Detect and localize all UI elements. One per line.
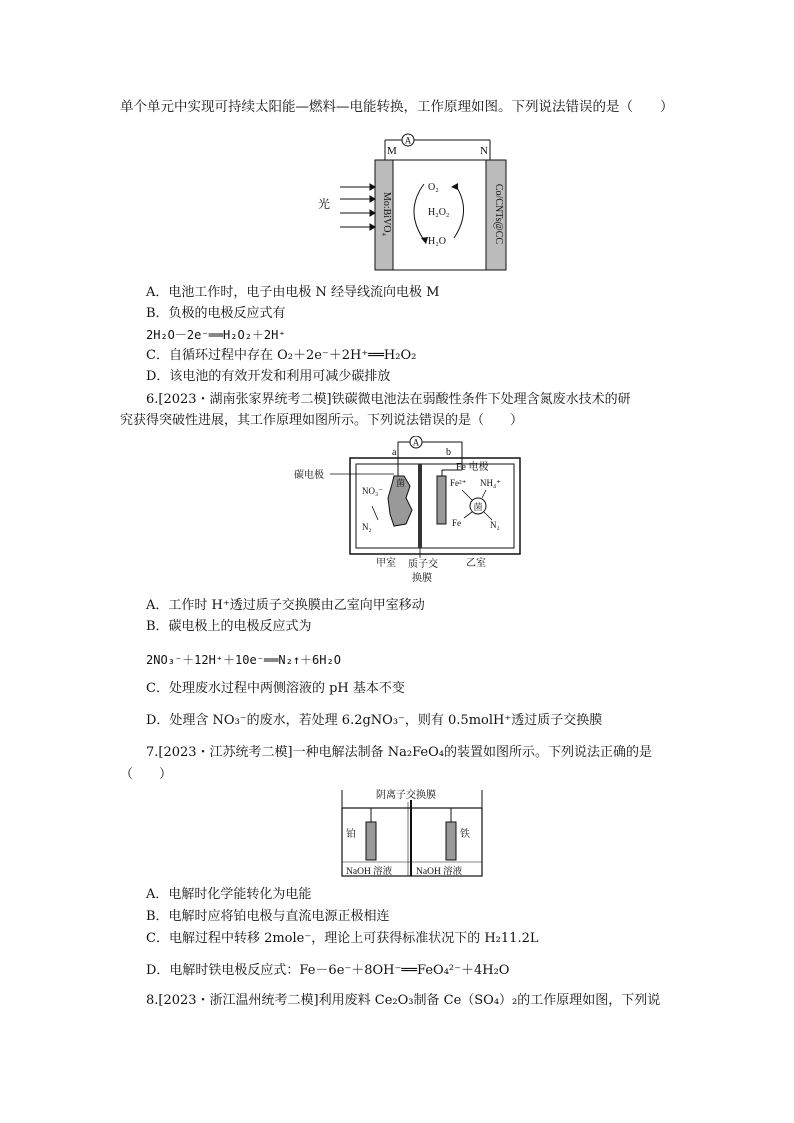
q5-option-b: B．负极的电极反应式有	[146, 306, 286, 321]
n2-right-label: N₂	[490, 520, 500, 530]
q7-option-d: D．电解时铁电极反应式：Fe－6e⁻＋8OH⁻══FeO₄²⁻＋4H₂O	[146, 963, 510, 978]
light-arrows	[340, 184, 375, 230]
q7-stem-line1: 7.[2023・江苏统考二模]一种电解法制备 Na₂FeO₄的装置如图所示。下列说法正确的是	[146, 745, 652, 760]
species-h2o: H₂O	[428, 236, 446, 247]
fe2-label: Fe²⁺	[450, 478, 467, 488]
electrolysis-cell-figure	[336, 786, 486, 880]
q7-option-c: C．电解过程中转移 2mole⁻，理论上可获得标准状况下的 H₂11.2L	[146, 931, 539, 946]
membrane-label: 阴离子交换膜	[376, 790, 436, 801]
right-electrode-label: Co/CNTs@CC	[493, 183, 504, 245]
terminal-m: M	[387, 145, 397, 157]
room-a-label: 甲室	[376, 558, 396, 569]
q7-option-a: A．电解时化学能转化为电能	[146, 887, 312, 902]
pt-electrode	[366, 822, 376, 860]
label-a: a	[392, 447, 397, 458]
q8-stem-line1: 8.[2023・浙江温州统考二模]利用废料 Ce₂O₃制备 Ce（SO₄）₂的工作原理如图，下列说	[146, 993, 661, 1008]
q6-option-b: B．碳电极上的电极反应式为	[146, 619, 312, 634]
ammeter-label: A	[412, 437, 420, 448]
fe-label: Fe	[452, 518, 461, 528]
label-b: b	[446, 447, 451, 458]
q6-option-a: A．工作时 H⁺透过质子交换膜由乙室向甲室移动	[146, 598, 425, 613]
q5-option-d: D．该电池的有效开发和利用可减少碳排放	[146, 369, 391, 384]
photo-electrolysis-cell-figure	[300, 126, 520, 274]
q5-option-a: A．电池工作时，电子由电极 N 经导线流向电极 M	[146, 285, 440, 300]
bacteria-left-label: 菌	[396, 478, 406, 488]
bacteria-right-label: 菌	[473, 502, 483, 512]
left-solution-label: NaOH 溶液	[346, 867, 393, 877]
q6-option-c: C．处理废水过程中两侧溶液的 pH 基本不变	[146, 681, 405, 696]
fe-electrode	[437, 476, 446, 524]
membrane-label-1: 质子交	[408, 559, 438, 570]
iron-carbon-microcell-figure	[290, 436, 530, 586]
species-h2o2: H₂O₂	[428, 207, 450, 218]
ammeter-label: A	[404, 135, 412, 146]
species-o2: O₂	[428, 182, 439, 193]
q6-option-d: D．处理含 NO₃⁻的废水，若处理 6.2gNO₃⁻，则有 0.5molH⁺透过质子交换膜	[146, 713, 603, 728]
q6-stem-line1: 6.[2023・湖南张家界统考二模]铁碳微电池法在弱酸性条件下处理含氮废水技术的研	[146, 392, 631, 407]
proton-exchange-membrane	[418, 464, 422, 548]
cell-outline	[350, 458, 520, 554]
fe-label: 铁	[460, 829, 470, 840]
fe-electrode-label: Fe 电极	[456, 462, 489, 473]
membrane-label-2: 换膜	[412, 573, 432, 584]
carbon-electrode-label: 碳电极	[294, 470, 324, 481]
fe-electrode	[446, 822, 456, 860]
q7-option-b: B．电解时应将铂电极与直流电源正极相连	[146, 909, 390, 924]
light-label: 光	[318, 197, 331, 211]
q5-option-c: C．自循环过程中存在 O₂＋2e⁻＋2H⁺══H₂O₂	[146, 348, 417, 363]
terminal-n: N	[480, 145, 488, 157]
q6-option-b-equation: 2NO₃⁻＋12H⁺＋10e⁻══N₂↑＋6H₂O	[146, 653, 341, 667]
nh4-label: NH₄⁺	[480, 478, 501, 488]
q7-stem-line2: （ ）	[120, 767, 173, 782]
left-electrode-label: Mo:BiVO₄	[381, 191, 392, 237]
q5-option-b-equation: 2H₂O－2e⁻══H₂O₂＋2H⁺	[146, 328, 286, 342]
n2-left-label: N₂	[362, 522, 372, 532]
q5-stem: 单个单元中实现可持续太阳能—燃料—电能转换，工作原理如图。下列说法错误的是（ ）	[120, 99, 674, 115]
right-solution-label: NaOH 溶液	[416, 867, 463, 877]
pt-label: 铂	[346, 829, 356, 840]
room-b-label: 乙室	[466, 558, 486, 569]
no3-label: NO₃⁻	[362, 486, 383, 496]
q6-stem-line2: 究获得突破性进展，其工作原理如图所示。下列说法错误的是（ ）	[120, 413, 524, 428]
